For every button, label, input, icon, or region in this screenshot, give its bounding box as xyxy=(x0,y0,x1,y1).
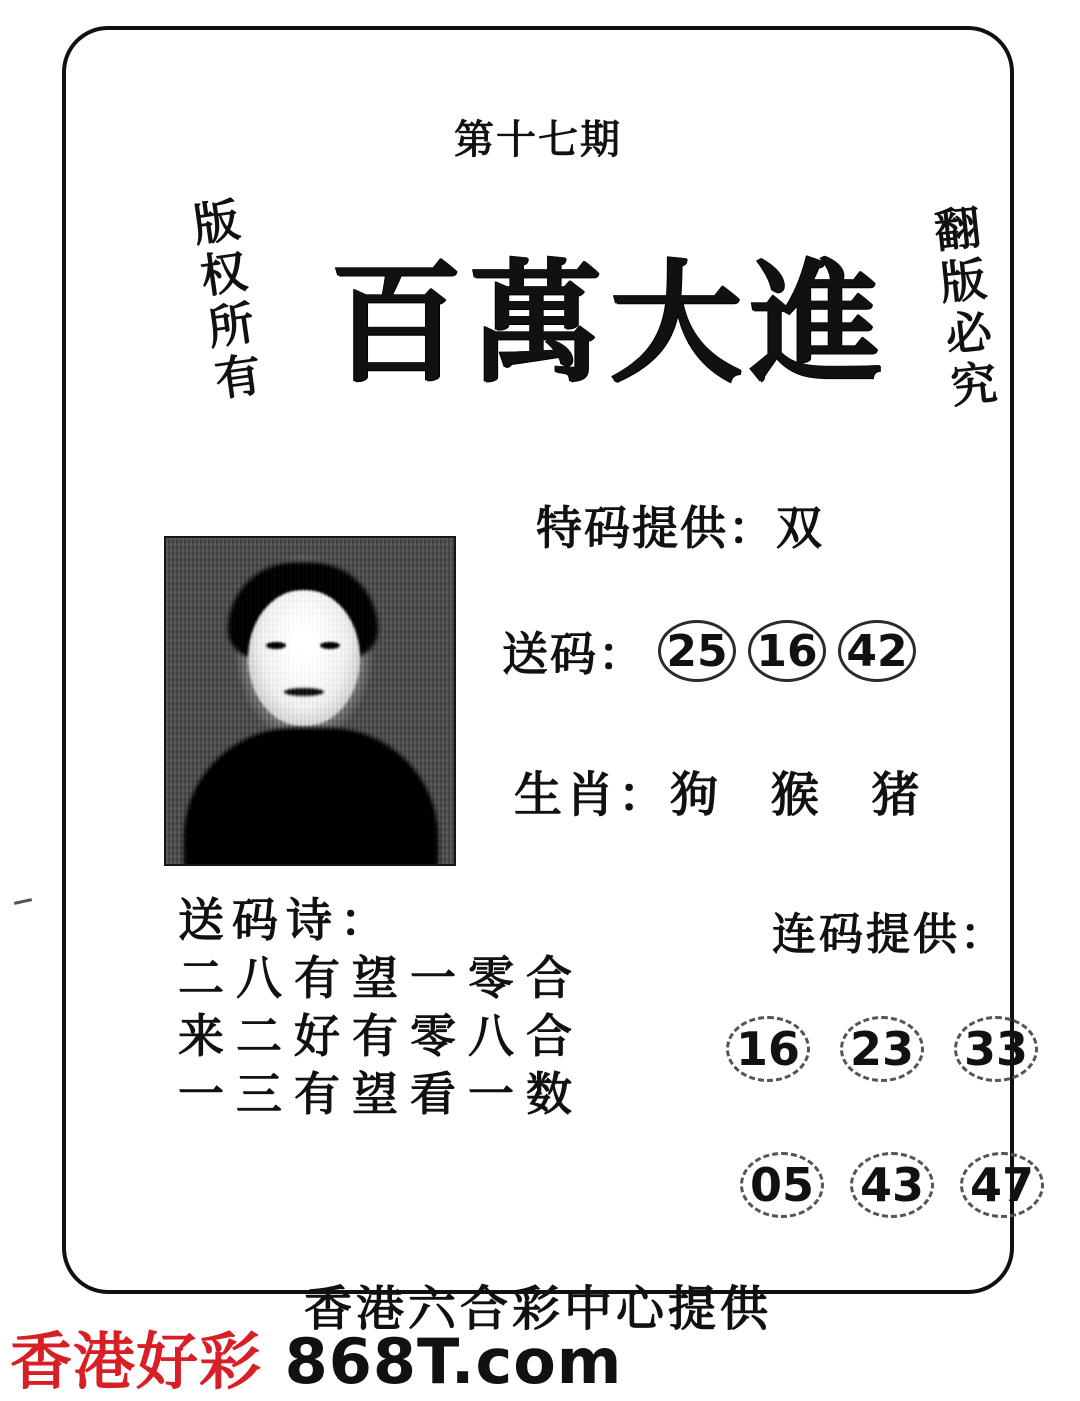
special-code-label: 特码提供： xyxy=(536,501,776,555)
poem-line-2: 来二好有零八合 xyxy=(178,1008,584,1063)
lianma-row-2 xyxy=(726,1152,1080,1218)
send-code-ball-3: 42 xyxy=(838,620,916,682)
poem-line-3: 一三有望看一数 xyxy=(178,1066,584,1121)
lianma-ball-3: 33 xyxy=(954,1016,1038,1082)
lianma-ball-5: 43 xyxy=(850,1152,934,1218)
watermark-site: 868T.com xyxy=(284,1325,623,1398)
poster-card xyxy=(62,26,1034,1337)
zodiac-animals: 狗 猴 猪 xyxy=(670,767,938,823)
lianma-title: 连码提供： xyxy=(772,909,1007,960)
page-title: 百萬大進 xyxy=(330,246,890,401)
poem-block xyxy=(178,892,584,1124)
send-code-label: 送码： xyxy=(502,627,646,681)
footer-note: 香港六合彩中心提供 xyxy=(303,1281,772,1337)
lianma-ball-1: 16 xyxy=(726,1016,810,1082)
watermark-cn: 香港好彩 xyxy=(10,1325,263,1398)
lianma-ball-4: 05 xyxy=(740,1152,824,1218)
zodiac-label: 生肖： xyxy=(514,767,671,823)
copyright-left-slogan: 版权所有 xyxy=(183,194,266,409)
special-code-line xyxy=(536,492,824,558)
zodiac-row xyxy=(514,756,937,825)
send-code-row xyxy=(502,618,916,684)
copyright-right-slogan: 翻版必究 xyxy=(925,202,1001,416)
send-code-ball-1: 25 xyxy=(658,620,736,682)
lianma-grid xyxy=(726,1016,1080,1288)
issue-label: 第十七期 xyxy=(454,116,622,163)
special-code-value: 双 xyxy=(776,501,824,555)
poem-title: 送码诗： xyxy=(178,893,394,947)
poem-line-1: 二八有望一零合 xyxy=(178,950,584,1005)
scan-speck xyxy=(14,898,32,905)
lianma-ball-6: 47 xyxy=(960,1152,1044,1218)
portrait-photo xyxy=(164,536,456,866)
lianma-ball-2: 23 xyxy=(840,1016,924,1082)
send-code-ball-2: 16 xyxy=(748,620,826,682)
portrait-scan-noise xyxy=(166,538,454,864)
lianma-row-1 xyxy=(726,1016,1080,1082)
